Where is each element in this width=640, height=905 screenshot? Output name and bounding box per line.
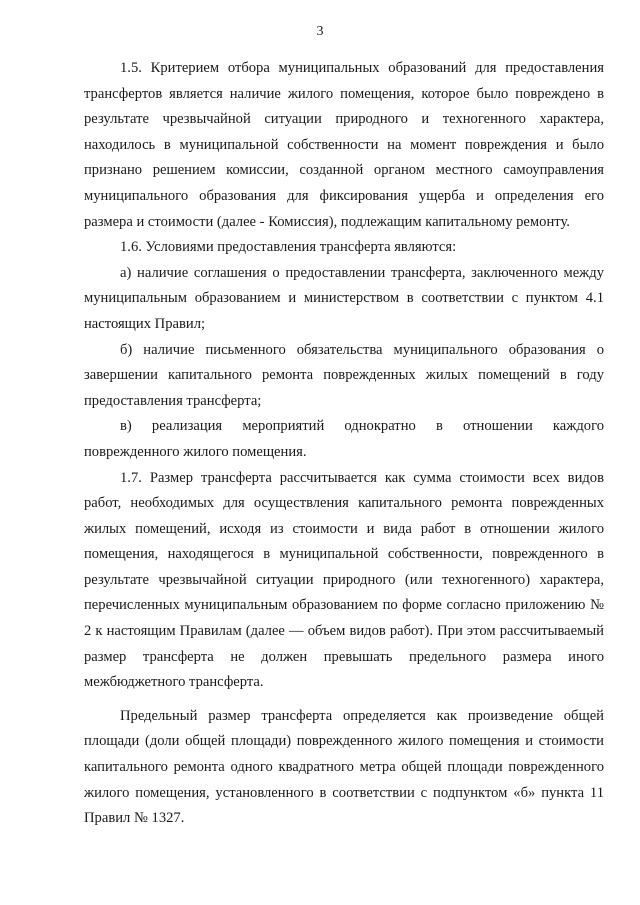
paragraph-item-a: а) наличие соглашения о предоставлении трансферта, заключенного между муниципальным образованием и министерством в соответствии с пунктом 4.1 настоящих Правил;	[84, 264, 604, 332]
paragraph-limit: Предельный размер трансферта определяется как произведение общей площади (доли общей площади) поврежденного жилого помещения и стоимости капитального ремонта одного квадратного метра общей площади поврежденного жилого помещения, установленного в соответствии с подпунктом «б» пункта 11 Правил № 1327.	[84, 707, 604, 827]
paragraph-1-5: 1.5. Критерием отбора муниципальных образований для предоставления трансфертов является наличие жилого помещения, которое было повреждено в результате чрезвычайной ситуации природного и техногенного характера, находилось в муниципальной собственности на момент повреждения и было признано решением комиссии, созданной органом местного самоуправления муниципального образования для фиксирования ущерба и определения его размера и стоимости (далее - Комиссия), подлежащим капитальному ремонту.	[84, 60, 604, 230]
paragraph-item-b: б) наличие письменного обязательства муниципального образования о завершении капитального ремонта поврежденных жилых помещений в году предоставления трансферта;	[84, 341, 604, 409]
document-body	[84, 56, 604, 832]
paragraph-item-v: в) реализация мероприятий однократно в отношении каждого поврежденного жилого помещения.	[84, 418, 604, 460]
paragraph-1-6: 1.6. Условиями предоставления трансферта являются:	[120, 239, 457, 256]
paragraph-1-7: 1.7. Размер трансферта рассчитывается как сумма стоимости всех видов работ, необходимых для осуществления капитального ремонта поврежденных жилых помещений, исходя из стоимости и вида работ в отношении жилого помещения, находящегося в муниципальной собственности, поврежденного в результате чрезвычайной ситуации природного (или техногенного) характера, перечисленных муниципальным образованием по форме согласно приложению № 2 к настоящим Правилам (далее — объем видов работ). При этом рассчитываемый размер трансферта не должен превышать предельного размера иного межбюджетного трансферта.	[84, 469, 604, 691]
page-number: 3	[316, 24, 324, 39]
